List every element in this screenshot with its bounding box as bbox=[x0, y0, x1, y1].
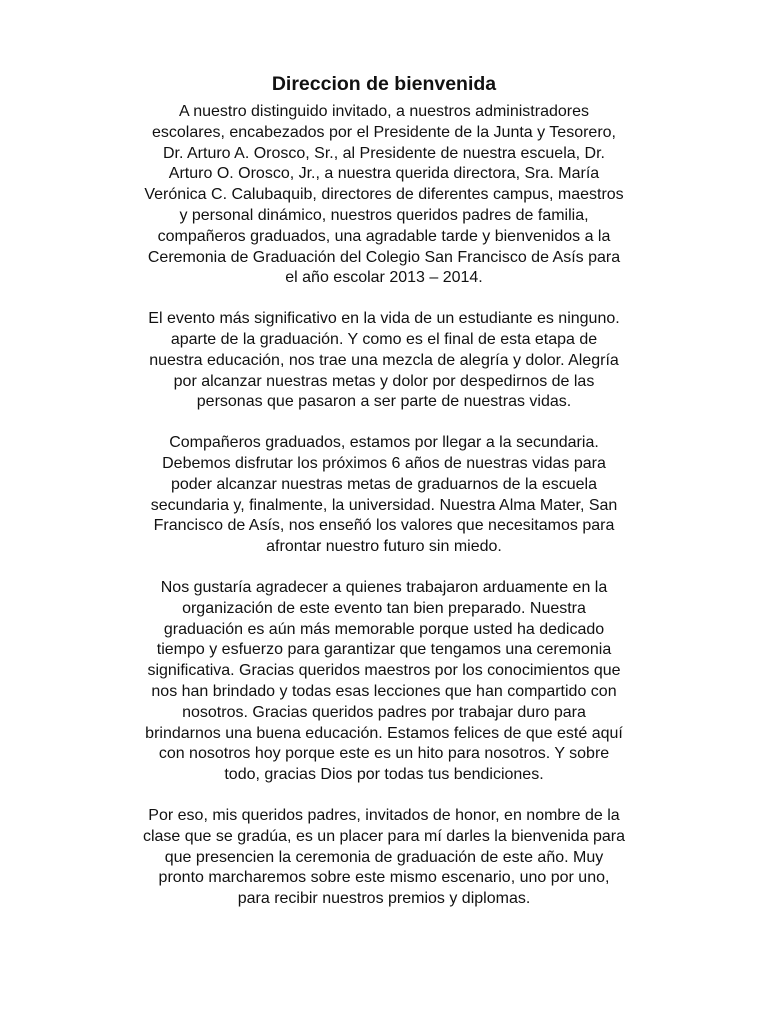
paragraph-line: pronto marcharemos sobre este mismo escenario, uno por uno, bbox=[158, 869, 610, 887]
paragraph-line: compañeros graduados, una agradable tarde y bienvenidos a la bbox=[157, 227, 611, 245]
paragraph-line: nuestra educación, nos trae una mezcla de alegría y dolor. Alegría bbox=[149, 351, 619, 369]
paragraph-line: Dr. Arturo A. Orosco, Sr., al Presidente de nuestra escuela, Dr. bbox=[163, 144, 605, 162]
paragraph-line: personas que pasaron a ser parte de nuestras vidas. bbox=[196, 393, 572, 411]
paragraph-line: brindarnos una buena educación. Estamos felices de que esté aquí bbox=[145, 724, 623, 742]
paragraph-line: nos han brindado y todas esas lecciones que han compartido con bbox=[151, 682, 617, 700]
paragraph bbox=[82, 309, 686, 413]
paragraph bbox=[82, 102, 686, 289]
paragraph-line: clase que se gradúa, es un placer para mí darles la bienvenida para bbox=[142, 827, 626, 845]
paragraph-line: el año escolar 2013 – 2014. bbox=[285, 269, 483, 287]
paragraph-line: y personal dinámico, nuestros queridos padres de familia, bbox=[179, 206, 589, 224]
paragraph bbox=[82, 578, 686, 786]
paragraph-line: El evento más significativo en la vida de un estudiante es ninguno. bbox=[148, 310, 620, 328]
paragraph-line: Arturo O. Orosco, Jr., a nuestra querida directora, Sra. María bbox=[168, 165, 600, 183]
document-page bbox=[82, 70, 686, 930]
paragraph-line: Ceremonia de Graduación del Colegio San Francisco de Asís para bbox=[147, 248, 621, 266]
paragraph-line: significativa. Gracias queridos maestros por los conocimientos que bbox=[147, 662, 621, 680]
paragraph-line: organización de este evento tan bien preparado. Nuestra bbox=[182, 599, 586, 617]
document-body bbox=[82, 102, 686, 910]
paragraph-line: nosotros. Gracias queridos padres por trabajar duro para bbox=[182, 703, 586, 721]
document-title: Direccion de bienvenida bbox=[271, 73, 497, 95]
paragraph-line: Verónica C. Calubaquib, directores de diferentes campus, maestros bbox=[144, 186, 624, 204]
paragraph bbox=[82, 806, 686, 910]
paragraph-line: Francisco de Asís, nos enseñó los valores que necesitamos para bbox=[153, 517, 615, 535]
paragraph-line: que presencien la ceremonia de graduación de este año. Muy bbox=[164, 848, 604, 866]
paragraph-line: Compañeros graduados, estamos por llegar a la secundaria. bbox=[169, 434, 599, 452]
paragraph-line: secundaria y, finalmente, la universidad. Nuestra Alma Mater, San bbox=[150, 496, 618, 514]
paragraph-line: por alcanzar nuestras metas y dolor por despedirnos de las bbox=[173, 372, 595, 390]
paragraph-line: con nosotros hoy porque este es un hito para nosotros. Y sobre bbox=[158, 745, 610, 763]
paragraph-line: escolares, encabezados por el Presidente de la Junta y Tesorero, bbox=[152, 123, 616, 141]
paragraph bbox=[82, 433, 686, 558]
paragraph-line: Nos gustaría agradecer a quienes trabajaron arduamente en la bbox=[160, 578, 608, 596]
paragraph-line: aparte de la graduación. Y como es el final de esta etapa de bbox=[170, 330, 598, 348]
paragraph-line: afrontar nuestro futuro sin miedo. bbox=[266, 538, 502, 556]
paragraph-line: tiempo y esfuerzo para garantizar que tengamos una ceremonia bbox=[156, 641, 612, 659]
paragraph-line: para recibir nuestros premios y diplomas. bbox=[237, 890, 531, 908]
paragraph-line: todo, gracias Dios por todas tus bendiciones. bbox=[224, 766, 544, 784]
paragraph-line: graduación es aún más memorable porque usted ha dedicado bbox=[163, 620, 605, 638]
paragraph-line: Por eso, mis queridos padres, invitados de honor, en nombre de la bbox=[148, 806, 620, 824]
paragraph-line: Debemos disfrutar los próximos 6 años de nuestras vidas para bbox=[162, 454, 606, 472]
paragraph-line: poder alcanzar nuestras metas de graduarnos de la escuela bbox=[170, 475, 598, 493]
paragraph-line: A nuestro distinguido invitado, a nuestros administradores bbox=[178, 103, 589, 120]
